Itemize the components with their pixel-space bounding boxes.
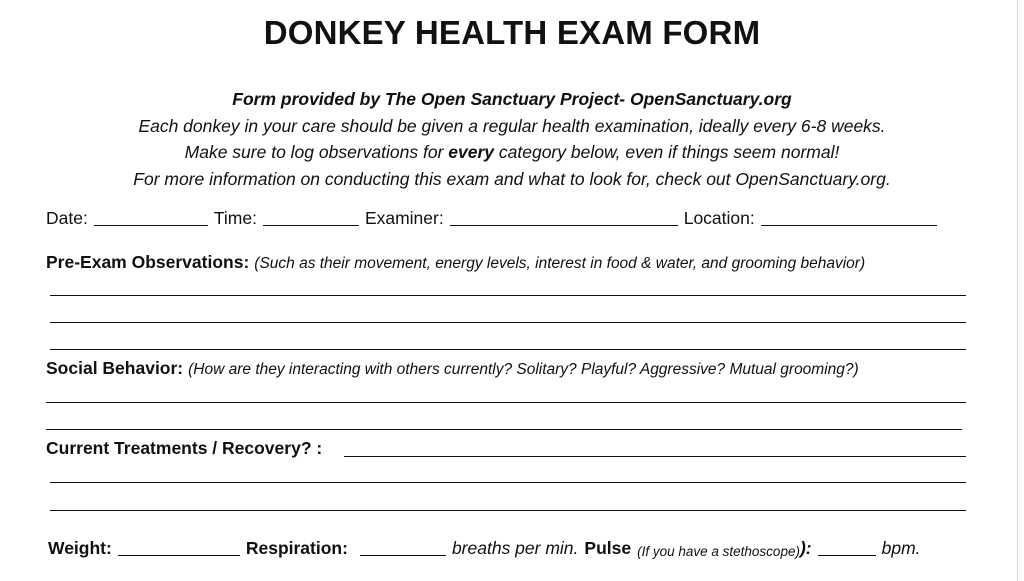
intro-line-2 <box>0 139 1024 166</box>
pulse-field[interactable] <box>818 554 876 556</box>
location-label: Location: <box>683 208 755 228</box>
intro-line-2-emphasis: every <box>448 142 495 162</box>
pre-exam-hint: (Such as their movement, energy levels, interest in food & water, and grooming behavior) <box>254 255 866 272</box>
treatments-line-2[interactable] <box>50 482 966 483</box>
treatments-label: Current Treatments / Recovery? : <box>46 438 323 458</box>
time-label: Time: <box>213 208 257 228</box>
examiner-field[interactable] <box>450 224 678 226</box>
treatments-line-3[interactable] <box>50 510 966 511</box>
pulse-colon: ): <box>799 538 812 558</box>
pre-exam-label: Pre-Exam Observations: <box>46 252 250 272</box>
pre-exam-line-1[interactable] <box>50 295 966 296</box>
respiration-label: Respiration: <box>245 538 348 558</box>
intro-line-2-post: category below, even if things seem normal! <box>494 142 840 162</box>
intro-block <box>0 86 1024 192</box>
treatments-line-1[interactable] <box>344 456 966 457</box>
intro-line-2-pre: Make sure to log observations for <box>184 142 449 162</box>
respiration-field[interactable] <box>360 554 446 556</box>
bpm-unit: bpm. <box>881 538 921 558</box>
pre-exam-line-3[interactable] <box>50 349 966 350</box>
social-heading <box>46 358 859 379</box>
pre-exam-heading <box>46 252 865 273</box>
weight-label: Weight: <box>48 538 112 558</box>
breaths-unit: breaths per min. <box>451 538 579 558</box>
pulse-note: (If you have a stethoscope) <box>637 544 800 559</box>
vitals-row <box>48 538 921 559</box>
social-hint: (How are they interacting with others currently? Solitary? Playful? Aggressive? Mutual grooming?) <box>188 361 859 378</box>
date-label: Date: <box>46 208 88 228</box>
date-field[interactable] <box>94 224 208 226</box>
social-line-2[interactable] <box>46 429 962 430</box>
header-fields-row <box>46 208 937 229</box>
examiner-label: Examiner: <box>364 208 444 228</box>
pulse-label: Pulse <box>584 538 632 558</box>
intro-line-1: Each donkey in your care should be given a regular health examination, ideally every 6-8 weeks. <box>138 115 886 136</box>
social-line-1[interactable] <box>46 402 966 403</box>
location-field[interactable] <box>761 224 937 226</box>
social-label: Social Behavior: <box>46 358 184 378</box>
weight-field[interactable] <box>118 554 240 556</box>
pre-exam-line-2[interactable] <box>50 322 966 323</box>
provider-line: Form provided by The Open Sanctuary Project- OpenSanctuary.org <box>232 89 792 109</box>
intro-line-3: For more information on conducting this exam and what to look for, check out OpenSanctuary.org. <box>133 168 891 189</box>
form-title: DONKEY HEALTH EXAM FORM <box>263 14 761 51</box>
treatments-heading <box>46 438 322 459</box>
time-field[interactable] <box>263 224 359 226</box>
